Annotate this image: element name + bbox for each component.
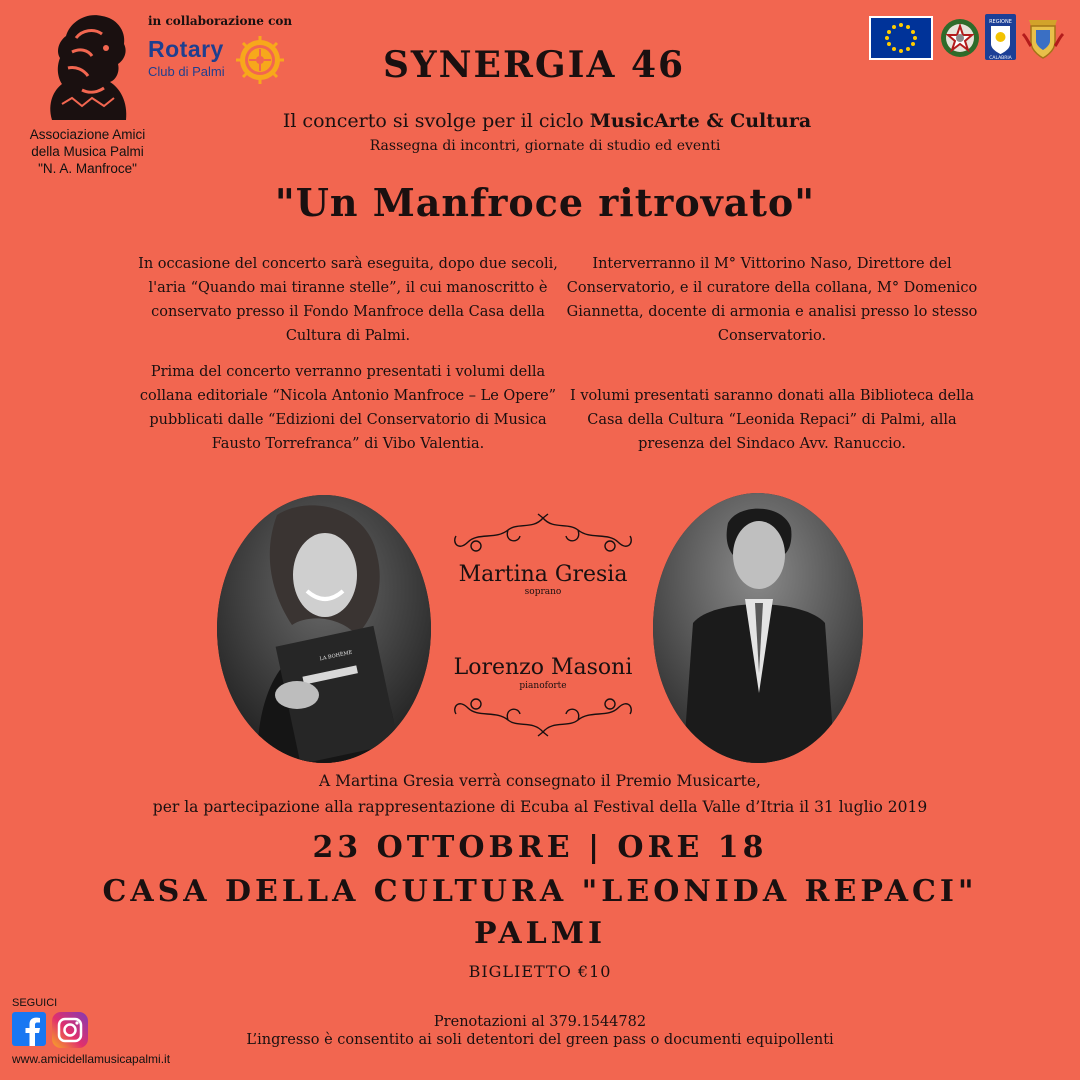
association-name-line: della Musica Palmi — [31, 144, 144, 159]
paragraph-aria-premiere: In occasione del concerto sarà eseguita, dopo due secoli, l'aria “Quando mai tiranne stelle”, il cui manoscritto è conservato presso il Fondo Manfroce della Casa della Cultura di Palmi. — [138, 256, 558, 344]
soprano-photo — [217, 495, 431, 763]
performer-name: Lorenzo Masoni — [453, 655, 633, 680]
performer-name: Martina Gresia — [458, 562, 628, 587]
event-title: "Un Manfroce ritrovato" — [274, 180, 816, 225]
ticket-price: BIGLIETTO €10 — [468, 962, 612, 981]
pianist-photo — [653, 493, 863, 763]
cycle-subtitle: Rassegna di incontri, giornate di studio ed eventi — [369, 138, 721, 154]
association-name-line: Associazione Amici — [29, 127, 146, 142]
main-title: SYNERGIA 46 — [382, 44, 686, 86]
performer-role: soprano — [524, 587, 562, 597]
ornament-flourish-bottom — [448, 690, 638, 738]
rotary-name: Rotary — [148, 36, 224, 62]
cycle-prefix: Il concerto si svolge per il ciclo — [282, 110, 590, 132]
award-text-line: A Martina Gresia verrà consegnato il Premio Musicarte, — [319, 772, 761, 790]
svg-text:CALABRIA: CALABRIA — [989, 56, 1012, 60]
award-text-line: per la partecipazione alla rappresentazione di Ecuba al Festival della Valle d’Itria il 31 luglio 2019 — [152, 798, 928, 816]
cycle-name: MusicArte & Cultura — [589, 110, 812, 132]
cycle-line — [0, 110, 1080, 132]
website-link[interactable]: www.amicidellamusicapalmi.it — [12, 1052, 171, 1066]
association-name-line: "N. A. Manfroce" — [38, 161, 137, 176]
paragraph-book-presentation: Prima del concerto verranno presentati i volumi della collana editoriale “Nicola Antonio Manfroce – Le Opere” pubblicati dalle “Edizioni del Conservatorio di Musica Fausto Torrefranca” di Vibo Valentia. — [139, 364, 557, 452]
collaboration-label: in collaborazione con — [148, 14, 293, 28]
rotary-club-name: Club di Palmi — [148, 64, 225, 79]
performer-role: pianoforte — [519, 681, 567, 691]
booking-phone: Prenotazioni al 379.1544782 — [433, 1014, 647, 1030]
event-date-time: 23 OTTOBRE | ORE 18 — [312, 830, 768, 865]
follow-label: SEGUICI — [12, 997, 58, 1009]
ornament-flourish-top — [448, 512, 638, 560]
event-venue: CASA DELLA CULTURA "LEONIDA REPACI" — [102, 874, 978, 909]
green-pass-notice: L’ingresso è consentito ai soli detentori del green pass o documenti equipollenti — [246, 1032, 834, 1048]
book-cover-title: LA BOHÈME — [319, 649, 353, 663]
svg-text:REGIONE: REGIONE — [989, 19, 1012, 25]
paragraph-speakers: Interverranno il M° Vittorino Naso, Direttore del Conservatorio, e il curatore della collana, M° Domenico Giannetta, docente di armonia e analisi presso lo stesso Conservatorio. — [566, 256, 978, 344]
paragraph-library-donation: I volumi presentati saranno donati alla Biblioteca della Casa della Cultura “Leonida Repaci” di Palmi, alla presenza del Sindaco Avv. Ranuccio. — [570, 388, 974, 452]
event-city: PALMI — [474, 916, 606, 951]
